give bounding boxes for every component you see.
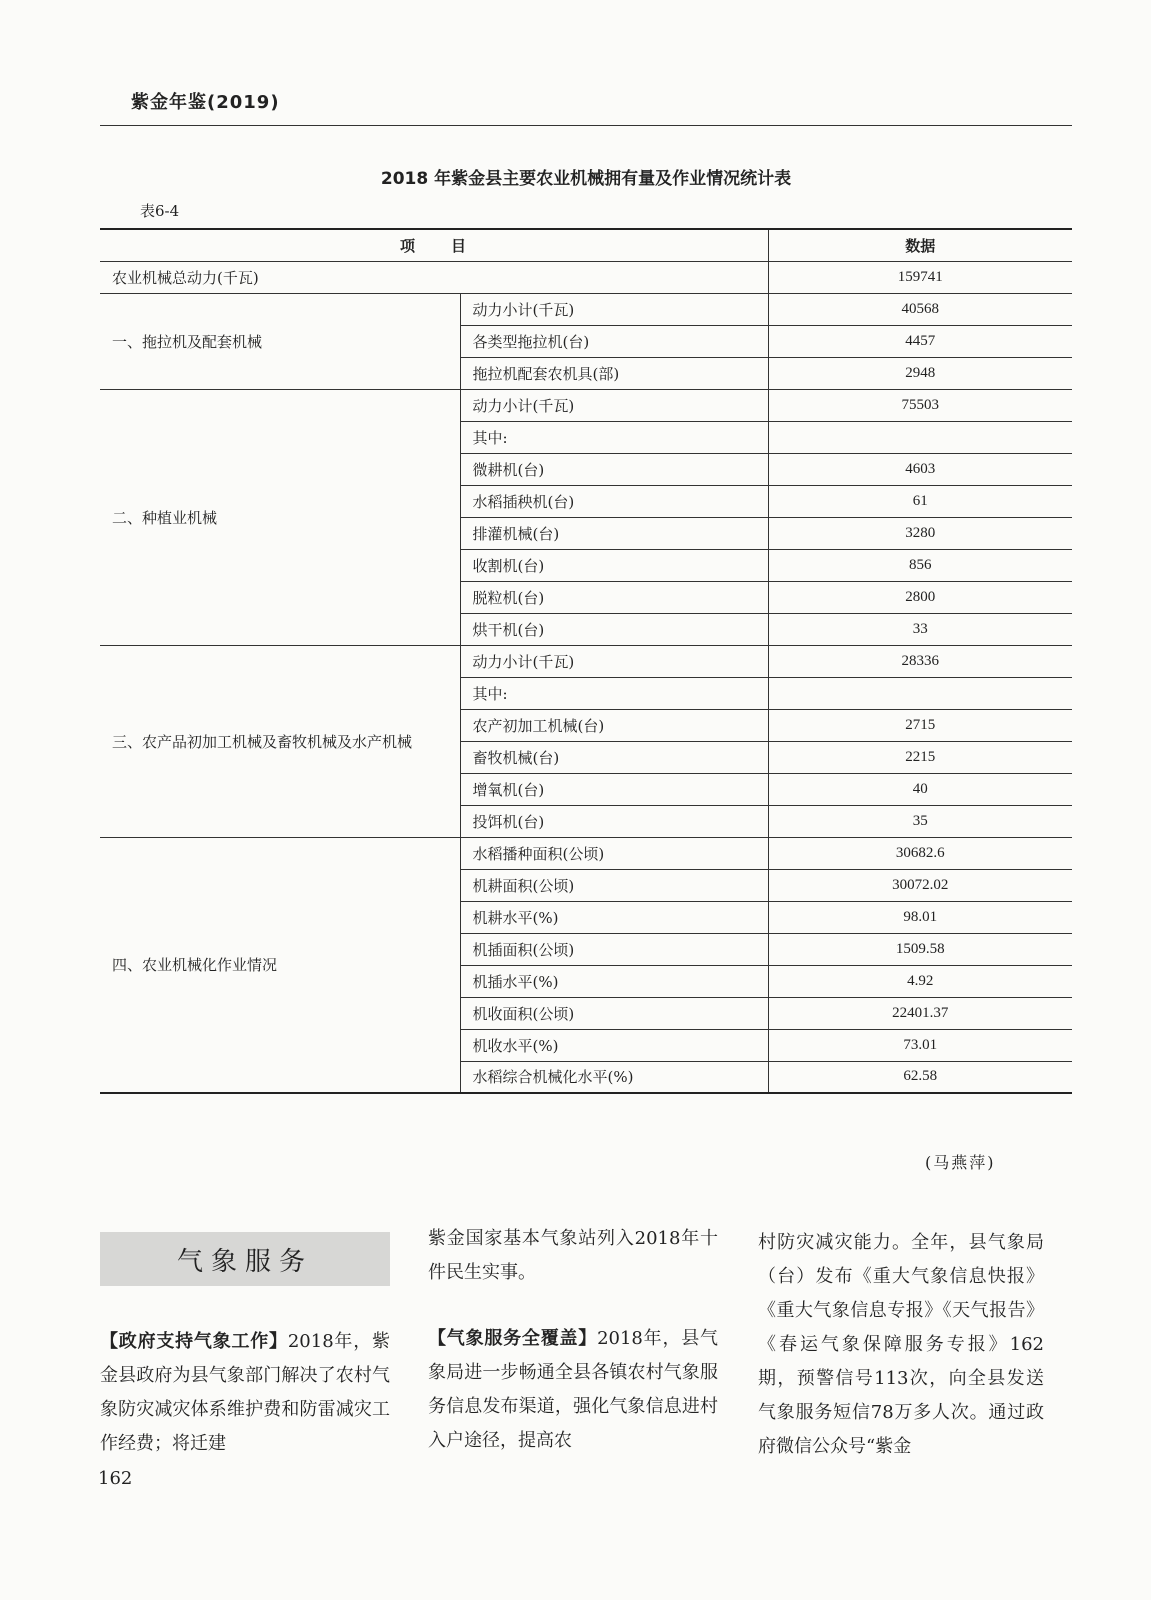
item-label: 机耕面积(公顷) <box>460 869 768 901</box>
machinery-stats-table <box>100 228 1072 1094</box>
item-value: 33 <box>768 613 1072 645</box>
item-value: 40568 <box>768 293 1072 325</box>
table-title: 2018 年紫金县主要农业机械拥有量及作业情况统计表 <box>380 169 792 189</box>
item-value: 2215 <box>768 741 1072 773</box>
item-label: 水稻综合机械化水平(%) <box>460 1061 768 1093</box>
category-label: 三、农产品初加工机械及畜牧机械及水产机械 <box>100 645 460 837</box>
item-label: 畜牧机械(台) <box>460 741 768 773</box>
text-column-3 <box>758 1226 1044 1464</box>
item-value: 35 <box>768 805 1072 837</box>
column-header-data: 数据 <box>768 229 1072 261</box>
category-label: 二、种植业机械 <box>100 389 460 645</box>
item-label: 水稻插秧机(台) <box>460 485 768 517</box>
item-label: 动力小计(千瓦) <box>460 389 768 421</box>
item-value: 75503 <box>768 389 1072 421</box>
item-value: 4457 <box>768 325 1072 357</box>
running-title: 紫金年鉴(2019) <box>131 92 280 113</box>
table-row <box>100 645 1072 677</box>
subheading-government-support: 【政府支持气象工作】 <box>100 1331 288 1352</box>
item-label: 各类型拖拉机(台) <box>460 325 768 357</box>
table-row <box>100 389 1072 421</box>
author-credit: (马燕萍) <box>925 1153 996 1172</box>
text-column-2 <box>428 1222 718 1458</box>
item-value: 2948 <box>768 357 1072 389</box>
column-header-item: 项 目 <box>100 229 768 261</box>
item-value: 62.58 <box>768 1061 1072 1093</box>
item-label: 机收水平(%) <box>460 1029 768 1061</box>
item-value <box>768 421 1072 453</box>
item-label: 收割机(台) <box>460 549 768 581</box>
item-label: 投饵机(台) <box>460 805 768 837</box>
item-value: 61 <box>768 485 1072 517</box>
total-label: 农业机械总动力(千瓦) <box>100 261 768 293</box>
item-label: 脱粒机(台) <box>460 581 768 613</box>
table-body <box>100 261 1072 1093</box>
item-label: 农产初加工机械(台) <box>460 709 768 741</box>
table-row <box>100 837 1072 869</box>
item-value: 4603 <box>768 453 1072 485</box>
item-value: 22401.37 <box>768 997 1072 1029</box>
item-label: 动力小计(千瓦) <box>460 645 768 677</box>
item-label: 微耕机(台) <box>460 453 768 485</box>
item-value: 28336 <box>768 645 1072 677</box>
item-value: 856 <box>768 549 1072 581</box>
paragraph-text: 村防灾减灾能力。全年，县气象局（台）发布《重大气象信息快报》《重大气象信息专报》《天气报告》《春运气象保障服务专报》162期，预警信号113次，向全县发送气象服务短信78万多人次。通过政府微信公众号“紫金 <box>758 1232 1044 1457</box>
item-label: 动力小计(千瓦) <box>460 293 768 325</box>
item-label: 机收面积(公顷) <box>460 997 768 1029</box>
item-label: 其中: <box>460 421 768 453</box>
item-label: 机插水平(%) <box>460 965 768 997</box>
item-value: 98.01 <box>768 901 1072 933</box>
paragraph-text: 紫金国家基本气象站列入2018年十件民生实事。 <box>428 1228 718 1283</box>
section-title-banner: 气象服务 <box>100 1232 390 1286</box>
item-value: 2800 <box>768 581 1072 613</box>
item-label: 增氧机(台) <box>460 773 768 805</box>
item-label: 水稻播种面积(公顷) <box>460 837 768 869</box>
text-column-1 <box>100 1325 390 1461</box>
page-number: 162 <box>98 1468 133 1489</box>
item-label: 机插面积(公顷) <box>460 933 768 965</box>
category-label: 四、农业机械化作业情况 <box>100 837 460 1093</box>
total-value: 159741 <box>768 261 1072 293</box>
subheading-full-coverage: 【气象服务全覆盖】 <box>428 1328 598 1349</box>
item-label: 其中: <box>460 677 768 709</box>
item-value: 3280 <box>768 517 1072 549</box>
header-rule <box>100 125 1072 126</box>
item-value: 30072.02 <box>768 869 1072 901</box>
paragraph-text: 2018年，县气象局进一步畅通全县各镇农村气象服务信息发布渠道，强化气象信息进村入户途径，提高农 <box>428 1328 719 1451</box>
item-value: 40 <box>768 773 1072 805</box>
item-value: 30682.6 <box>768 837 1072 869</box>
table-number: 表6-4 <box>140 202 180 220</box>
paragraph-text: 2018年，紫金县政府为县气象部门解决了农村气象防灾减灾体系维护费和防雷减灾工作经费；将迁建 <box>100 1331 391 1454</box>
item-value: 2715 <box>768 709 1072 741</box>
item-label: 拖拉机配套农机具(部) <box>460 357 768 389</box>
category-label: 一、拖拉机及配套机械 <box>100 293 460 389</box>
item-value: 4.92 <box>768 965 1072 997</box>
item-label: 排灌机械(台) <box>460 517 768 549</box>
item-value: 73.01 <box>768 1029 1072 1061</box>
table-header-row <box>100 229 1072 261</box>
table-row-total <box>100 261 1072 293</box>
item-value: 1509.58 <box>768 933 1072 965</box>
item-label: 烘干机(台) <box>460 613 768 645</box>
item-value <box>768 677 1072 709</box>
table-row <box>100 293 1072 325</box>
item-label: 机耕水平(%) <box>460 901 768 933</box>
